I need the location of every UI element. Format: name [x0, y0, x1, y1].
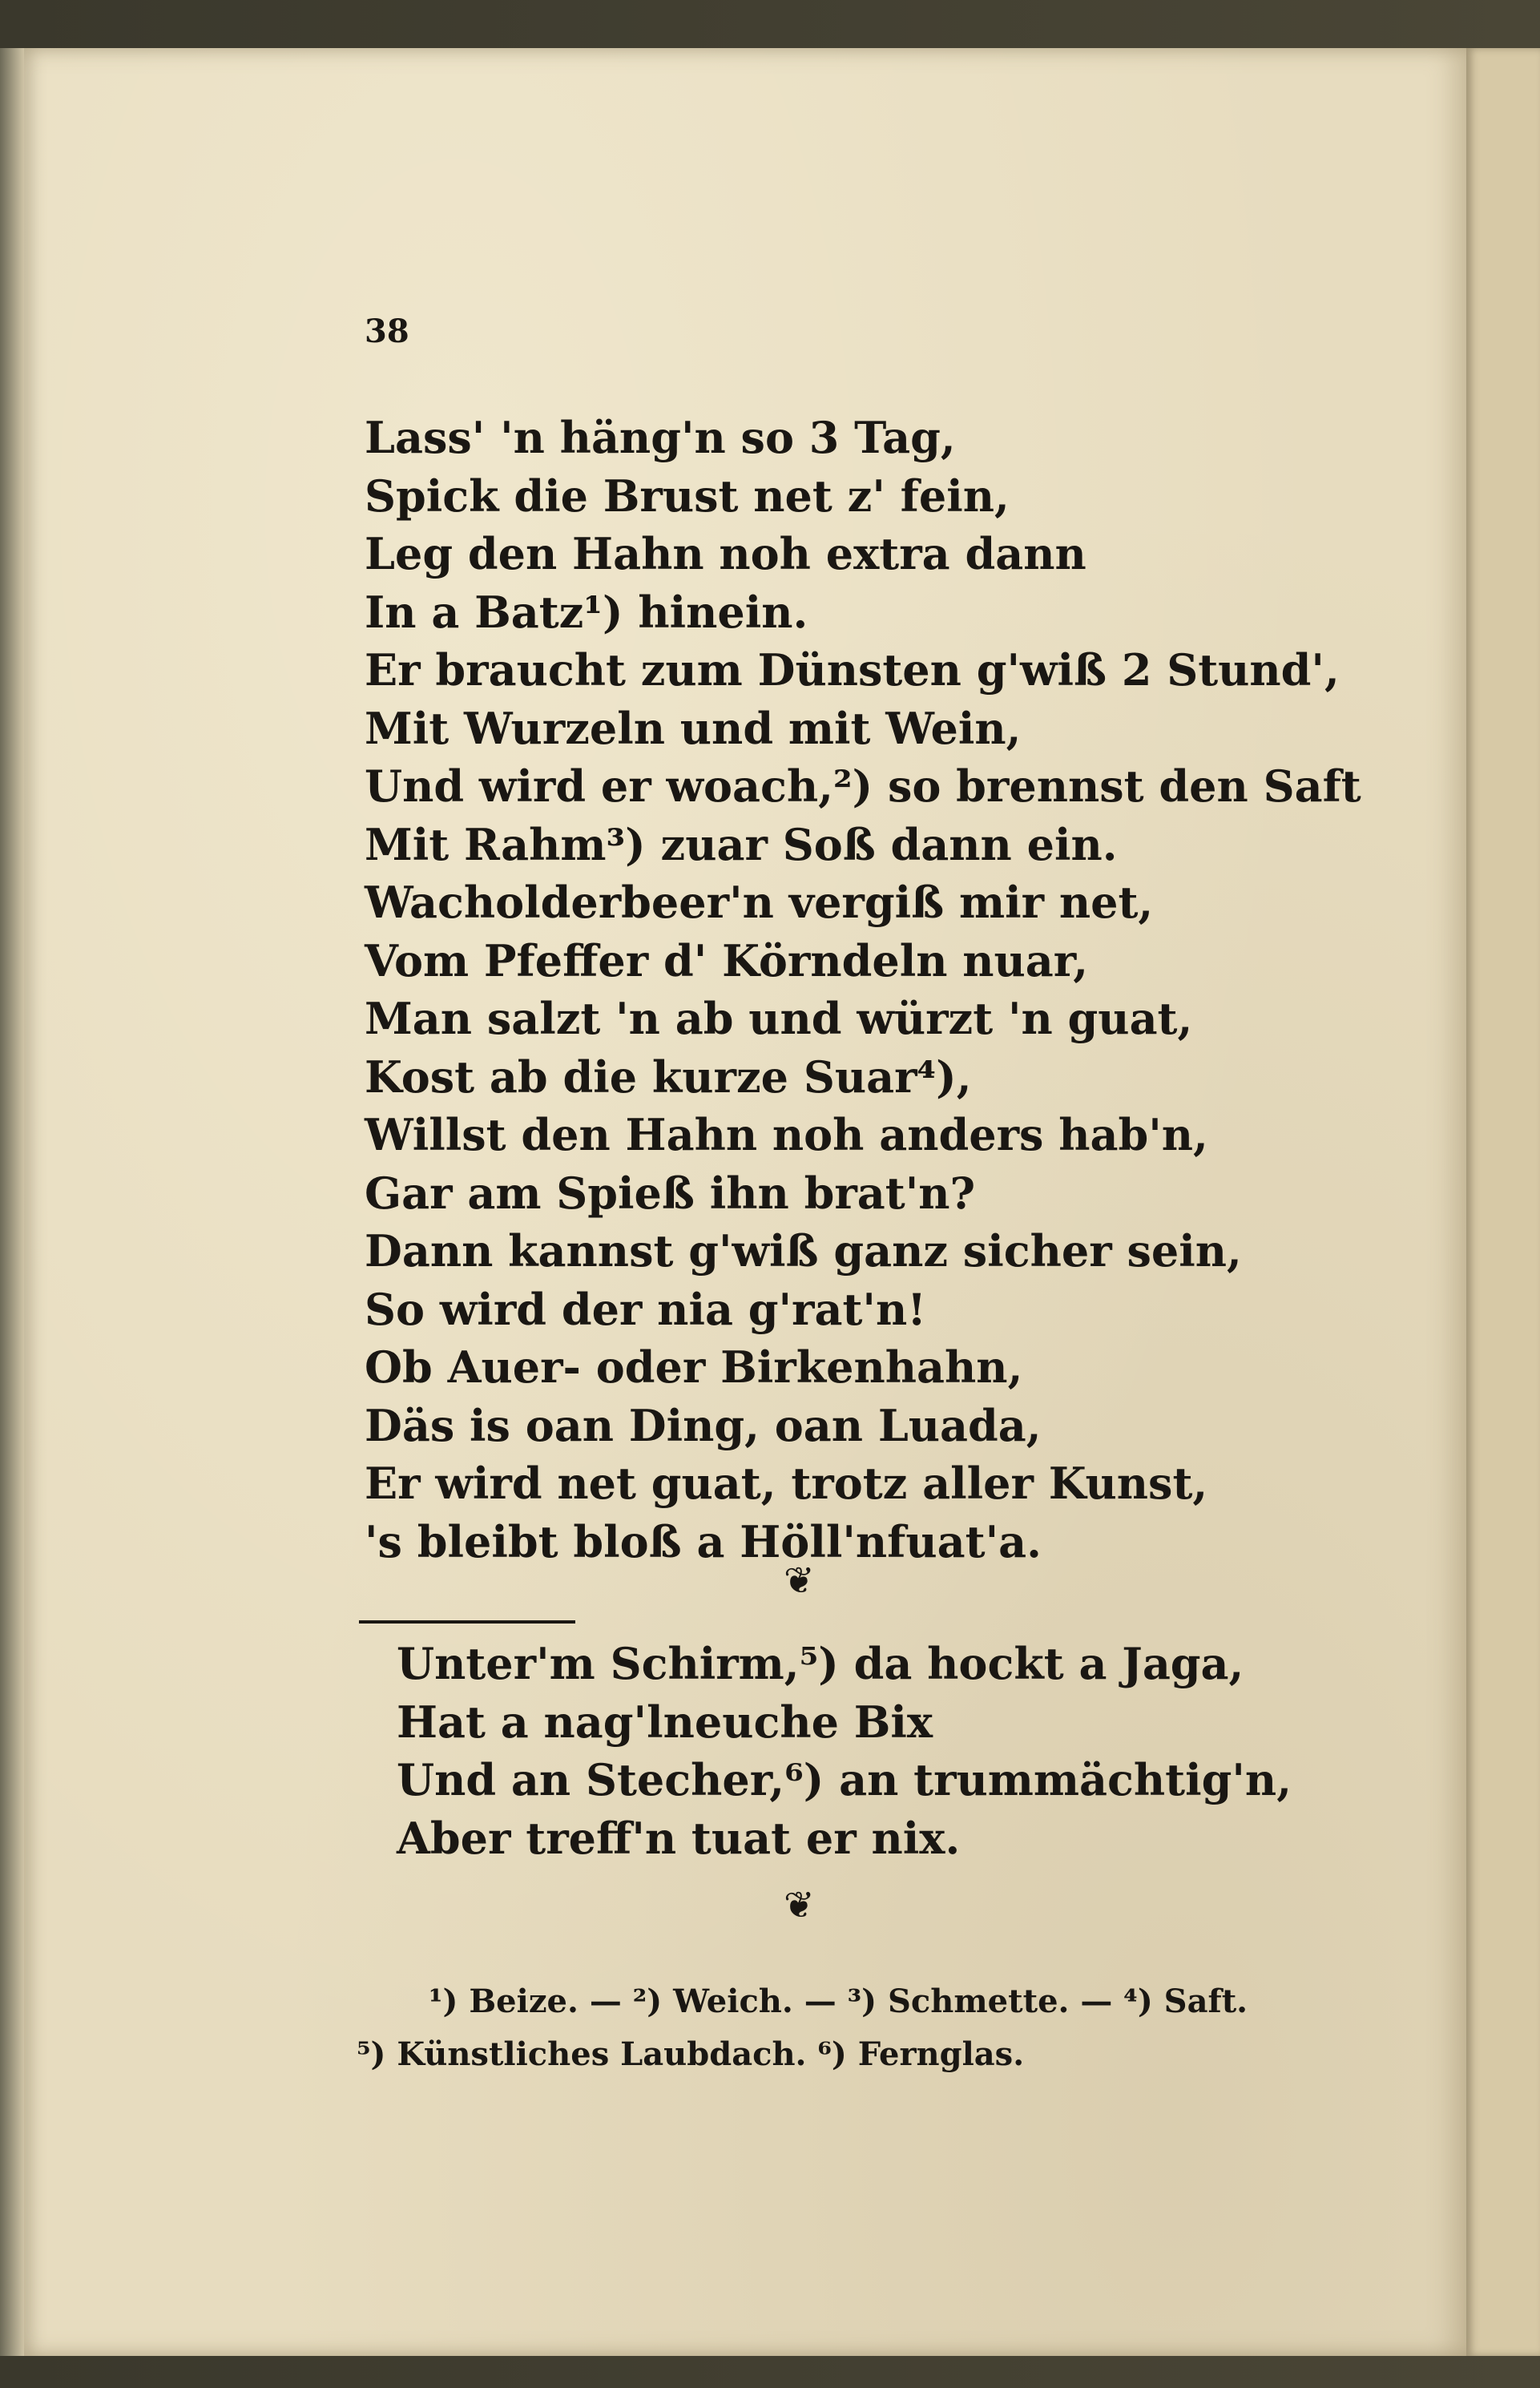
poem-line: Ob Auer- oder Birkenhahn,: [365, 1341, 1023, 1393]
poem-line: 's bleibt bloß a Höll'nfuat'a.: [365, 1515, 1042, 1567]
poem-line: Wacholderbeer'n vergiß mir net,: [365, 877, 1154, 928]
poem-line: Er braucht zum Dünsten g'wiß 2 Stund',: [365, 644, 1340, 696]
poem-line: Unter'm Schirm,⁵) da hockt a Jaga,: [397, 1638, 1244, 1689]
poem-line: Leg den Hahn noh extra dann: [365, 528, 1086, 579]
footnotes: [357, 1975, 1248, 2081]
poem-line: Dann kannst g'wiß ganz sicher sein,: [365, 1225, 1242, 1277]
footnote-line: ⁵) Künstliches Laubdach. ⁶) Fernglas.: [357, 2035, 1025, 2073]
next-page-edge: [1466, 48, 1540, 2356]
poem-line: Und wird er woach,²) so brennst den Saft: [365, 760, 1361, 812]
fleuron-ornament-icon: ❦: [784, 1559, 815, 1602]
poem-line: Mit Rahm³) zuar Soß dann ein.: [365, 818, 1118, 870]
poem-line: Lass' 'n häng'n so 3 Tag,: [365, 412, 956, 463]
page-number: 38: [365, 313, 409, 350]
poem-line: Und an Stecher,⁶) an trummächtig'n,: [397, 1754, 1292, 1805]
binding-edge: [0, 48, 24, 2356]
poem-line: Er wird net guat, trotz aller Kunst,: [365, 1458, 1208, 1509]
poem-line: Däs is oan Ding, oan Luada,: [365, 1399, 1042, 1451]
poem-line: Man salzt 'n ab und würzt 'n guat,: [365, 993, 1193, 1044]
footnote-line: ¹) Beize. — ²) Weich. — ³) Schmette. — ⁴) Saft.: [429, 1983, 1248, 2020]
poem-line: Willst den Hahn noh anders hab'n,: [365, 1109, 1208, 1160]
poem-line: So wird der nia g'rat'n!: [365, 1283, 926, 1335]
poem-line: Gar am Spieß ihn brat'n?: [365, 1167, 976, 1219]
poem-line: Kost ab die kurze Suar⁴),: [365, 1051, 972, 1103]
poem-line: Mit Wurzeln und mit Wein,: [365, 702, 1022, 754]
poem-stanza-1: [365, 409, 1361, 1571]
poem-line: Vom Pfeffer d' Körndeln nuar,: [365, 934, 1089, 986]
poem-line: Spick die Brust net z' fein,: [365, 470, 1010, 522]
section-rule: [359, 1620, 575, 1624]
fleuron-ornament-icon: ❦: [784, 1883, 815, 1926]
poem-line: Hat a nag'lneuche Bix: [397, 1696, 933, 1748]
poem-stanza-2: [397, 1635, 1292, 1867]
poem-line: Aber treff'n tuat er nix.: [397, 1812, 961, 1864]
poem-line: In a Batz¹) hinein.: [365, 586, 808, 638]
